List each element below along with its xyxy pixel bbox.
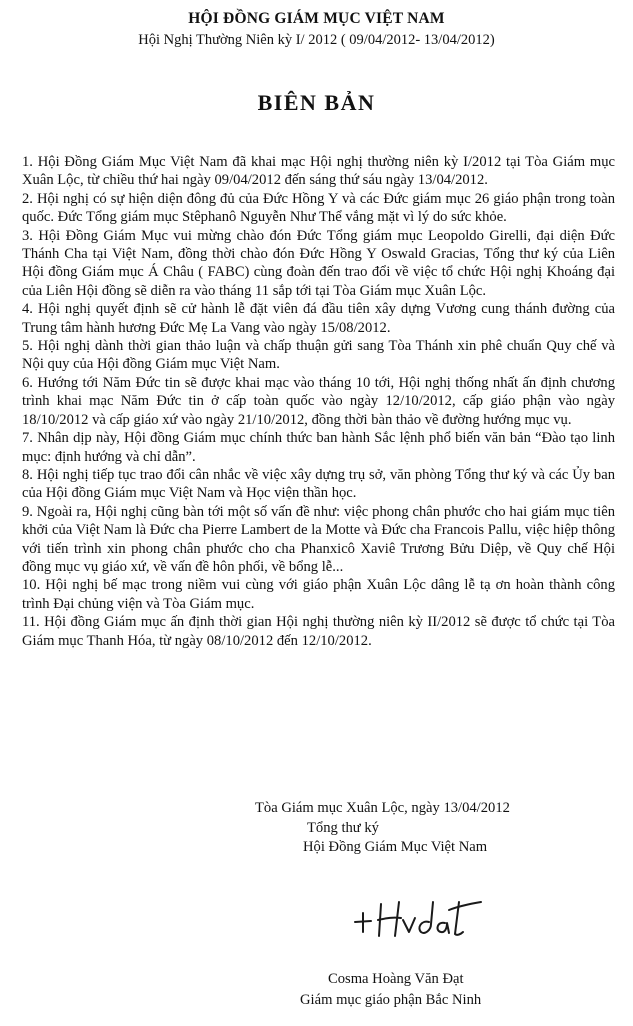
minutes-item-2: 2. Hội nghị có sự hiện diện đông đủ của Đức Hồng Y và các Đức giám mục 26 giáo phận trong toàn quốc. Đức Tổng giám mục Stêphanô Nguyễn Như Thể vắng mặt vì lý do sức khỏe.: [22, 190, 615, 226]
minutes-item-5: 5. Hội nghị dành thời gian thảo luận và chấp thuận gửi sang Tòa Thánh xin phê chuẩn Quy chế và Nội quy của Hội đồng Giám mục Việt Nam.: [22, 338, 615, 373]
minutes-body: [22, 153, 615, 650]
minutes-item-4: 4. Hội nghị quyết định sẽ cử hành lễ đặt viên đá đầu tiên xây dựng Vương cung thánh đường của Trung tâm hành hương Đức Mẹ La Vang vào ngày 15/08/2012.: [22, 301, 615, 336]
document-title: BIÊN BẢN: [257, 90, 376, 115]
minutes-item-1: 1. Hội Đồng Giám Mục Việt Nam đã khai mạc Hội nghị thường niên kỳ I/2012 tại Tòa Giám mục Xuân Lộc, từ chiều thứ hai ngày 09/04/2012 đến sáng thứ sáu ngày 13/04/2012.: [22, 154, 615, 189]
organization-heading: HỘI ĐỒNG GIÁM MỤC VIỆT NAM: [188, 10, 445, 27]
closing-block: [255, 799, 595, 858]
minutes-item-7: 7. Nhân dịp này, Hội đồng Giám mục chính thức ban hành Sắc lệnh phổ biến văn bản “Đào tạo linh mục: định hướng và chỉ dẫn”.: [22, 430, 615, 465]
minutes-item-3: 3. Hội Đồng Giám Mục vui mừng chào đón Đức Tổng giám mục Leopoldo Girelli, đại diện Đức Thánh Cha tại Việt Nam, đồng thời chào đón Đức Hồng Y Oswald Gracias, Tổng thư ký của Liên Hội đồng Giám mục Á Châu ( FABC) cùng đoàn đến trao đổi về việc tổ chức Hội nghị Khoáng đại của Liên Hội đồng sẽ diễn ra vào tháng 11 sắp tới tại Tòa Giám mục Xuân Lộc.: [22, 227, 615, 299]
minutes-item-9: 9. Ngoài ra, Hội nghị cũng bàn tới một số vấn đề như: việc phong chân phước cho hai giám mục tiên khởi của Việt Nam là Đức cha Pierre Lambert de la Motte và Đức cha Francois Pallu, việc hiệp thông với tiến trình xin phong chân phước cho cha Phanxicô Xaviê Trương Bửu Diệp, về Quy chế Hội đồng mục vụ giáo xứ, về vấn đề hôn phối, về bổng lễ...: [22, 503, 615, 575]
minutes-item-11: 11. Hội đồng Giám mục ấn định thời gian Hội nghị thường niên kỳ II/2012 sẽ được tổ chức tại Tòa Giám mục Thanh Hóa, từ ngày 08/10/2012 đến 12/10/2012.: [22, 614, 615, 649]
signer-name: Cosma Hoàng Văn Đạt: [328, 971, 464, 987]
signer-organization: Hội Đồng Giám Mục Việt Nam: [303, 839, 488, 855]
signer-role: Tổng thư ký: [307, 819, 379, 836]
handwritten-signature: [345, 888, 485, 944]
signer-block: [300, 969, 600, 1011]
place-date: Tòa Giám mục Xuân Lộc, ngày 13/04/2012: [255, 800, 510, 816]
session-subheading: Hội Nghị Thường Niên kỳ I/ 2012 ( 09/04/2012- 13/04/2012): [138, 32, 495, 48]
signer-title: Giám mục giáo phận Bắc Ninh: [300, 992, 482, 1008]
minutes-item-10: 10. Hội nghị bế mạc trong niềm vui cùng với giáo phận Xuân Lộc dâng lễ tạ ơn hoàn thành công trình Đại chủng viện và Tòa Giám mục.: [22, 577, 615, 612]
minutes-item-8: 8. Hội nghị tiếp tục trao đổi cân nhắc về việc xây dựng trụ sở, văn phòng Tổng thư ký và các Ủy ban của Hội đồng Giám mục Việt Nam và Học viện thần học.: [22, 466, 615, 502]
minutes-item-6: 6. Hướng tới Năm Đức tin sẽ được khai mạc vào tháng 10 tới, Hội nghị thống nhất ấn định chương trình khai mạc Năm Đức tin ở cấp toàn quốc vào ngày 12/10/2012, cấp giáo phận vào ngày 18/10/2012 và cấp giáo xứ vào ngày 21/10/2012, đồng thời bàn thảo về đường hướng mục vụ.: [22, 374, 615, 428]
